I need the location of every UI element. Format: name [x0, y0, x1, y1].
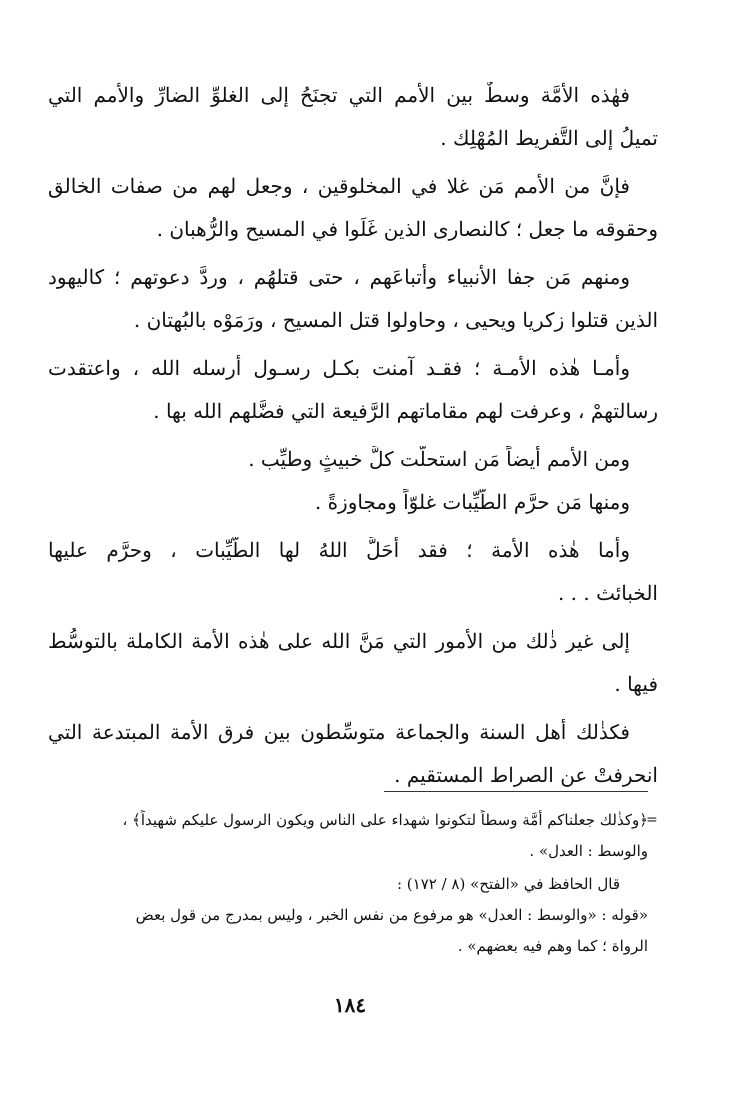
body-line: فكذٰلك أهل السنة والجماعة متوسِّطون بين فرق الأمة المبتدعة التي — [48, 720, 630, 744]
body-line: رسالتهمْ ، وعرفت لهم مقاماتهم الرَّفيعة التي فضَّلهم الله بها . — [153, 399, 658, 423]
footnote-line: «قوله : «والوسط : العدل» هو مرفوع من نفس الخبر ، وليس بمدرج من قول بعض — [135, 906, 648, 924]
footnote-separator — [384, 791, 648, 792]
body-line: وأمـا هٰذه الأمـة ؛ فقـد آمنت بكـل رسـول أرسله الله ، واعتقدت — [48, 356, 631, 380]
main-text — [48, 82, 658, 788]
footnote-line: ﴿وكذٰلك جعلناكم أمَّة وسطاً لتكونوا شهداء على الناس ويكون الرسول عليكم شهيداً﴾ ، — [122, 811, 648, 829]
body-line: ومنهم مَن جفا الأنبياء وأتباعَهم ، حتى قتلهُم ، وردَّ دعوتهم ؛ كاليهود — [48, 265, 630, 289]
footnote-line: والوسط : العدل» . — [529, 842, 648, 860]
footnotes — [44, 810, 648, 956]
body-line: إلى غير ذٰلك من الأمور التي مَنَّ الله على هٰذه الأمة الكاملة بالتوسُّط — [48, 629, 630, 653]
body-line: فيها . — [614, 672, 658, 696]
body-line: وحقوقه ما جعل ؛ كالنصارى الذين غَلَوا في المسيح والرُّهبان . — [156, 217, 658, 241]
body-line: فهٰذه الأمَّة وسطٌ بين الأمم التي تجنَحُ إلى الغلوِّ الضارِّ والأمم التي — [48, 83, 630, 107]
footnote-continuation-mark: = — [646, 812, 658, 828]
body-line: تميلُ إلى التَّفريط المُهْلِك . — [440, 126, 658, 150]
body-line: ومن الأمم أيضاً مَن استحلَّت كلَّ خبيثٍ وطيِّب . — [248, 447, 630, 471]
footnote-line: الرواة ؛ كما وهم فيه بعضهم» . — [457, 937, 648, 955]
body-line: انحرفتْ عن الصراط المستقيم . — [394, 763, 658, 787]
body-line: وأما هٰذه الأمة ؛ فقد أحَلَّ اللهُ لها الطَّيِّبات ، وحرَّم عليها — [48, 538, 630, 562]
body-line: الذين قتلوا زكريا ويحيى ، وحاولوا قتل المسيح ، ورَمَوْه بالبُهتان . — [133, 308, 658, 332]
body-line: الخبائث . . . — [557, 581, 658, 605]
body-line: فإنَّ من الأمم مَن غلا في المخلوقين ، وجعل لهم من صفات الخالق — [48, 174, 630, 198]
body-line: ومنها مَن حرَّم الطَّيِّبات غلوّاً ومجاوزةً . — [314, 490, 630, 514]
page-number: ١٨٤ — [333, 993, 367, 1017]
footnote-line: قال الحافظ في «الفتح» (٨ / ١٧٢) : — [396, 875, 620, 893]
